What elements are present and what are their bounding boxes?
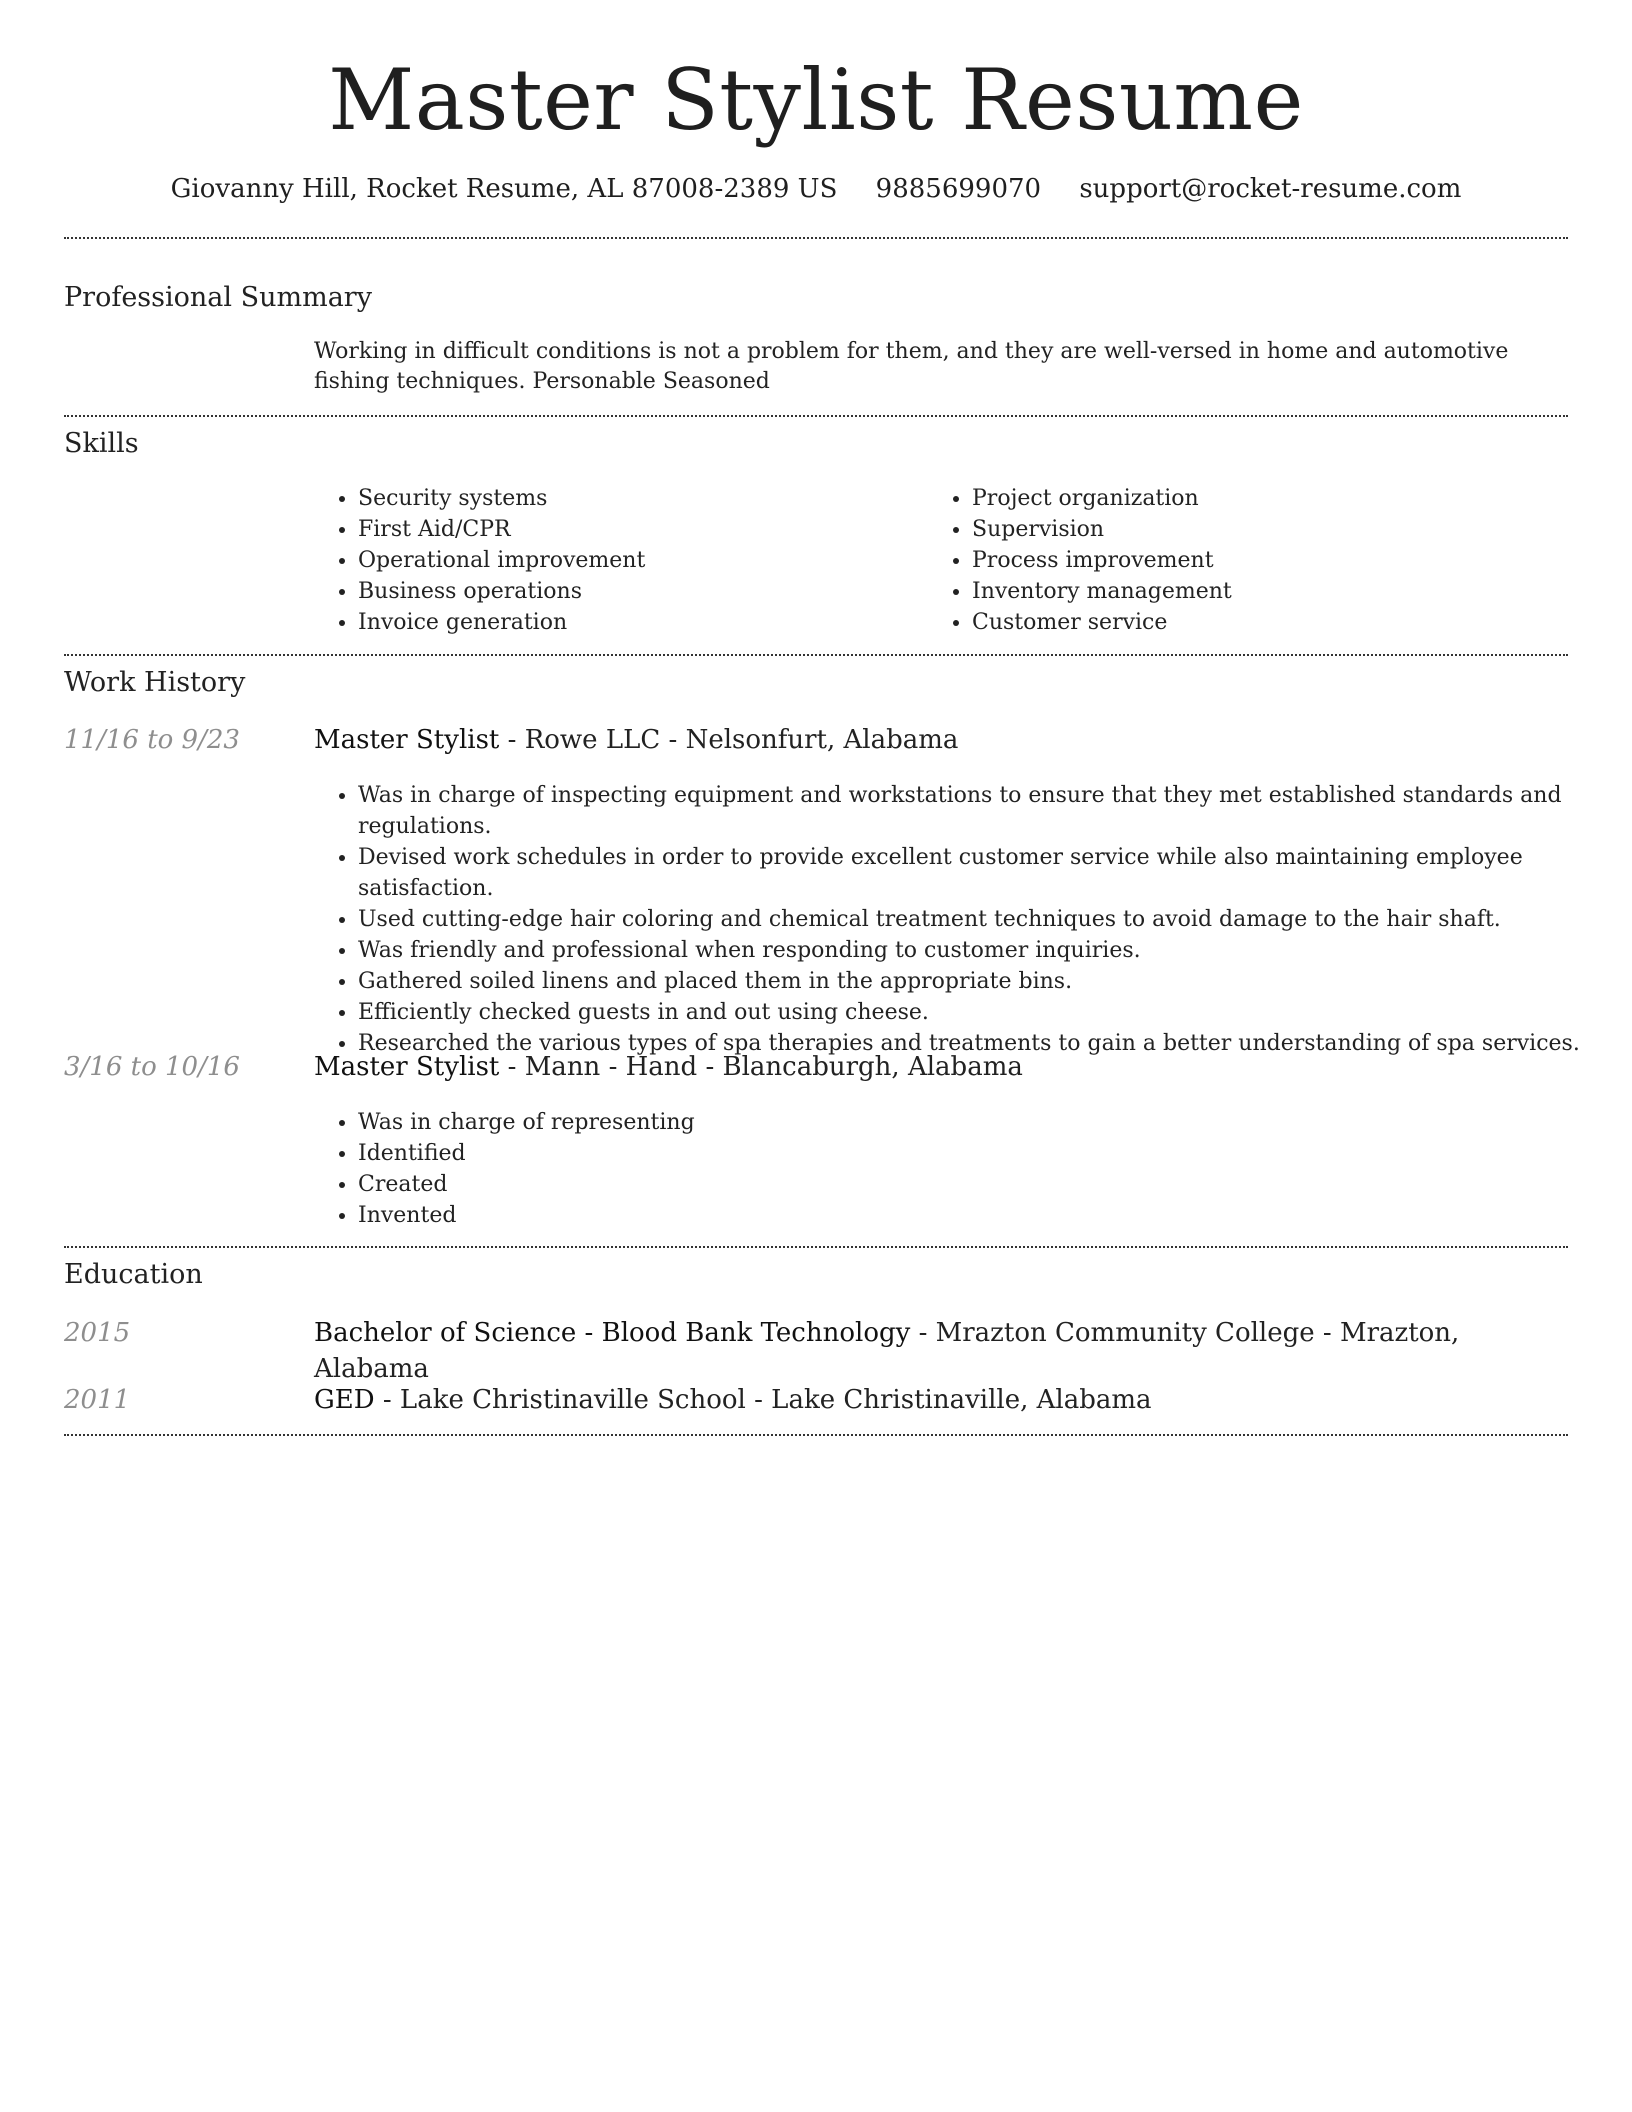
- section-heading-work: Work History: [64, 667, 246, 698]
- job-bullet: • Identified: [358, 1138, 1608, 1169]
- section-heading-summary: Professional Summary: [64, 282, 372, 313]
- job-role: Master Stylist: [314, 725, 500, 755]
- job-role: Master Stylist: [314, 1052, 500, 1082]
- education-school: - Mrazton Community College - Mrazton, Alabama: [314, 1318, 1460, 1384]
- divider: [64, 1246, 1568, 1248]
- summary-text: Working in difficult conditions is not a problem for them, and they are well-versed in home and automotive fishing techniques. Personable Seasoned: [314, 339, 1509, 394]
- job-bullet: • Was friendly and professional when responding to customer inquiries.: [358, 935, 1608, 966]
- skills-list-right: [928, 483, 1532, 638]
- resume-title: Master Stylist Resume: [328, 51, 1304, 149]
- job-bullet: • Was in charge of representing: [358, 1107, 1608, 1138]
- contact-email[interactable]: support@rocket-resume.com: [1079, 174, 1462, 204]
- contact-phone: 9885699070: [875, 174, 1042, 204]
- divider: [64, 654, 1568, 656]
- section-heading-education: Education: [64, 1259, 203, 1290]
- education-year: 2011: [64, 1385, 131, 1415]
- skills-list-left: [314, 483, 918, 638]
- divider: [64, 415, 1568, 417]
- job-bullets: [314, 1107, 1608, 1231]
- skill-item: • Operational improvement: [358, 545, 918, 576]
- skill-item: • Supervision: [972, 514, 1532, 545]
- job-employer: - Rowe LLC - Nelsonfurt, Alabama: [499, 725, 959, 755]
- job-bullet: • Used cutting-edge hair coloring and chemical treatment techniques to avoid damage to the hair shaft.: [358, 904, 1608, 935]
- job-dates: 11/16 to 9/23: [64, 725, 240, 755]
- skill-item: • Process improvement: [972, 545, 1532, 576]
- job-bullets: [314, 780, 1608, 1059]
- skill-item: • Invoice generation: [358, 607, 918, 638]
- job-bullet: • Researched the various types of spa therapies and treatments to gain a better understanding of spa services.: [358, 1028, 1608, 1059]
- job-bullet: • Gathered soiled linens and placed them in the appropriate bins.: [358, 966, 1608, 997]
- skill-item: • Business operations: [358, 576, 918, 607]
- job-bullet: • Devised work schedules in order to provide excellent customer service while also maintaining employee satisfaction.: [358, 842, 1608, 904]
- divider: [64, 1434, 1568, 1436]
- contact-address: Giovanny Hill, Rocket Resume, AL 87008-2389 US: [170, 174, 838, 204]
- job-bullet: • Invented: [358, 1200, 1608, 1231]
- education-entry: [314, 1382, 1564, 1418]
- education-year: 2015: [64, 1318, 131, 1348]
- job-title: [314, 722, 1564, 758]
- education-degree: GED: [314, 1385, 375, 1415]
- job-title: [314, 1049, 1564, 1085]
- skill-item: • Project organization: [972, 483, 1532, 514]
- contact-line: [64, 170, 1568, 208]
- divider: [64, 237, 1568, 239]
- education-degree: Bachelor of Science - Blood Bank Technology: [314, 1318, 911, 1348]
- job-dates: 3/16 to 10/16: [64, 1052, 240, 1082]
- job-bullet: • Created: [358, 1169, 1608, 1200]
- section-heading-skills: Skills: [64, 428, 139, 459]
- skill-item: • Security systems: [358, 483, 918, 514]
- education-entry: [314, 1315, 1564, 1387]
- job-bullet: • Was in charge of inspecting equipment and workstations to ensure that they met established standards and regulations.: [358, 780, 1608, 842]
- education-school: - Lake Christinaville School - Lake Christinaville, Alabama: [374, 1385, 1152, 1415]
- job-bullet: • Efficiently checked guests in and out using cheese.: [358, 997, 1608, 1028]
- job-employer: - Mann - Hand - Blancaburgh, Alabama: [499, 1052, 1023, 1082]
- skill-item: • Customer service: [972, 607, 1532, 638]
- skill-item: • Inventory management: [972, 576, 1532, 607]
- skill-item: • First Aid/CPR: [358, 514, 918, 545]
